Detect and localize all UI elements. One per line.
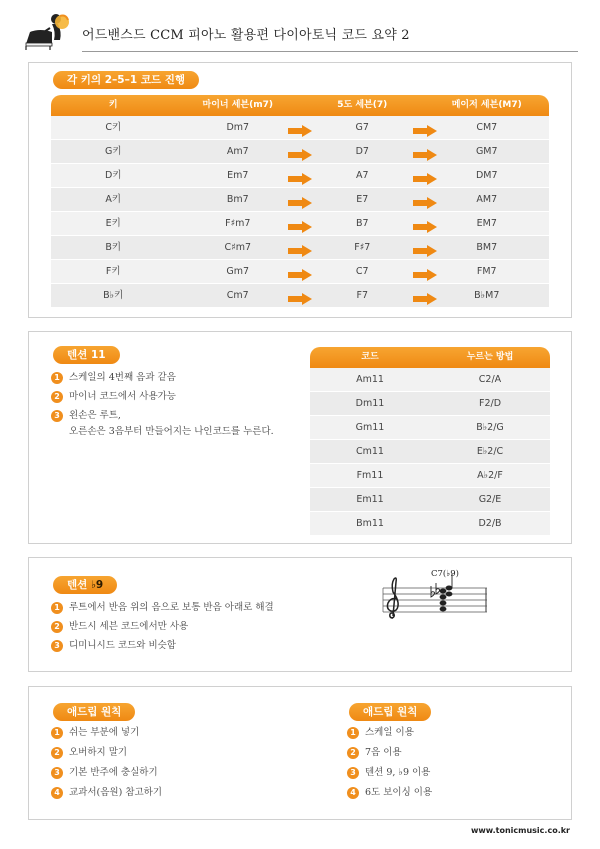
tension-b9-section (28, 557, 572, 672)
table-row (51, 164, 549, 188)
table-cell: AM7 (476, 194, 498, 205)
list-item-text: 6도 보이싱 이용 (365, 787, 433, 798)
list-item (51, 370, 274, 386)
number-badge: 2 (347, 747, 359, 759)
number-badge: 3 (51, 410, 63, 422)
table-row (51, 140, 549, 164)
number-badge: 1 (51, 372, 63, 384)
list-item (51, 785, 162, 801)
table-cell: Bm11 (356, 518, 384, 529)
table-cell: D7 (355, 146, 369, 157)
tension11-table (310, 347, 550, 536)
table-row (310, 392, 550, 416)
list-item-text: 텐션 9, ♭9 이용 (365, 767, 431, 778)
page-header (22, 10, 578, 52)
list-item (51, 765, 162, 781)
tension11-table-body (310, 368, 550, 536)
table-cell: G7 (355, 122, 369, 133)
col-header-key: 키 (51, 95, 176, 116)
table-cell: GM7 (475, 146, 498, 157)
table-cell: EM7 (476, 218, 497, 229)
table-cell: F2/D (478, 398, 502, 409)
list-item-text: 쉬는 부분에 넣기 (69, 727, 140, 738)
table-cell: C7 (355, 266, 369, 277)
col-header-dom7: 5도 세븐(7) (300, 95, 425, 116)
number-badge: 1 (347, 727, 359, 739)
tension-b9-label-prefix: 텐션 (67, 579, 91, 591)
table-cell: Am11 (356, 374, 384, 385)
notation-chord-symbol: C7(♭9) (431, 569, 459, 579)
list-item (347, 785, 432, 801)
table-cell: Dm7 (226, 122, 250, 133)
table-cell: Gm11 (355, 422, 385, 433)
table-cell: E♭2/C (476, 446, 504, 457)
tension11-table-header (310, 347, 550, 368)
adlib-right-label: 애드립 원칙 (349, 703, 431, 721)
table-row (51, 284, 549, 308)
table-cell: G2/E (478, 494, 502, 505)
list-item (51, 600, 274, 616)
list-item-text: 루트에서 반음 위의 음으로 보통 반음 아래로 해결 (69, 602, 274, 613)
table-row (310, 464, 550, 488)
table-cell: D2/B (478, 518, 502, 529)
list-item (51, 389, 274, 405)
col-header-chord: 코드 (310, 347, 430, 368)
pianist-logo-icon (22, 10, 74, 50)
list-item-text: 스케일의 4번째 음과 같음 (69, 372, 176, 383)
table-cell: Bm7 (226, 194, 249, 205)
list-item (347, 765, 432, 781)
list-item-text: 오른손은 3음부터 만들어지는 나인코드를 누른다. (69, 426, 274, 437)
table-cell: A7 (355, 170, 369, 181)
number-badge: 2 (51, 391, 63, 403)
list-item-text: 기본 반주에 충실하기 (69, 767, 158, 778)
c7b9-notation (379, 566, 489, 624)
list-item (51, 408, 274, 440)
table-cell: B♭키 (103, 290, 124, 301)
list-item-text: 스케일 이용 (365, 727, 414, 738)
list-item-text: 왼손은 루트, (69, 410, 121, 421)
col-header-maj7: 메이저 세븐(M7) (425, 95, 550, 116)
number-badge: 3 (51, 640, 63, 652)
table-cell: Cm7 (226, 290, 249, 301)
tension11-label: 텐션 11 (53, 346, 120, 364)
table-cell: F♯m7 (225, 218, 251, 229)
list-item-text: 7음 이용 (365, 747, 402, 758)
list-item-text: 디미니시드 코드와 비슷함 (69, 640, 176, 651)
tension-b9-list (51, 600, 274, 657)
table-row (310, 440, 550, 464)
progression-table-body (51, 116, 549, 308)
adlib-left-label: 애드립 원칙 (53, 703, 135, 721)
table-cell: B7 (355, 218, 369, 229)
adlib-section (28, 686, 572, 820)
table-cell: Fm11 (356, 470, 384, 481)
table-cell: Am7 (226, 146, 249, 157)
adlib-right-list (347, 725, 432, 805)
table-cell: F7 (356, 290, 368, 301)
table-cell: Em11 (356, 494, 384, 505)
list-item (51, 638, 274, 654)
table-row (310, 416, 550, 440)
table-cell: B♭2/G (476, 422, 504, 433)
table-cell: FM7 (476, 266, 497, 277)
table-cell: C♯m7 (224, 242, 252, 253)
table-cell: CM7 (476, 122, 498, 133)
progression-label: 각 키의 2–5–1 코드 진행 (53, 71, 199, 89)
progression-table (51, 95, 549, 308)
tension-b9-label (53, 576, 117, 594)
footer-url: www.tonicmusic.co.kr (470, 826, 570, 835)
table-cell: C키 (105, 122, 122, 133)
list-item-text: 반드시 세븐 코드에서만 사용 (69, 621, 189, 632)
table-cell: Cm11 (356, 446, 384, 457)
tension11-list (51, 370, 274, 443)
number-badge: 3 (51, 767, 63, 779)
table-cell: B♭M7 (474, 290, 500, 301)
tension11-section (28, 331, 572, 544)
table-cell: E키 (105, 218, 121, 229)
table-row (310, 512, 550, 536)
list-item-text: 오버하지 말기 (69, 747, 128, 758)
table-cell: G키 (104, 146, 122, 157)
list-item (51, 619, 274, 635)
table-cell: Gm7 (226, 266, 250, 277)
table-cell: A♭2/F (477, 470, 503, 481)
list-item (51, 745, 162, 761)
table-cell: Em7 (227, 170, 249, 181)
number-badge: 1 (51, 602, 63, 614)
number-badge: 2 (51, 747, 63, 759)
table-row (51, 188, 549, 212)
list-item (347, 725, 432, 741)
number-badge: 3 (347, 767, 359, 779)
table-row (51, 116, 549, 140)
table-cell: A키 (105, 194, 122, 205)
progression-table-header (51, 95, 549, 116)
table-cell: DM7 (475, 170, 498, 181)
document-title: 어드밴스드 CCM 피아노 활용편 다이아토닉 코드 요약 2 (82, 28, 410, 43)
col-header-voicing: 누르는 방법 (430, 347, 550, 368)
flat-signs (431, 583, 440, 597)
table-cell: D키 (105, 170, 122, 181)
table-cell: F키 (105, 266, 121, 277)
table-row (310, 368, 550, 392)
number-badge: 4 (347, 787, 359, 799)
staff-lines (383, 588, 487, 612)
adlib-left-list (51, 725, 162, 805)
list-item (347, 745, 432, 761)
progression-section (28, 62, 572, 318)
number-badge: 1 (51, 727, 63, 739)
table-cell: Dm11 (355, 398, 385, 409)
list-item (51, 725, 162, 741)
header-rule (82, 51, 578, 52)
table-row (51, 212, 549, 236)
table-row (310, 488, 550, 512)
number-badge: 4 (51, 787, 63, 799)
tension-b9-label-suffix: ♭9 (90, 579, 104, 591)
table-cell: F♯7 (354, 242, 371, 253)
table-cell: BM7 (476, 242, 498, 253)
table-row (51, 236, 549, 260)
number-badge: 2 (51, 621, 63, 633)
col-header-minor7: 마이너 세븐(m7) (176, 95, 301, 116)
table-cell: B키 (105, 242, 122, 253)
table-row (51, 260, 549, 284)
table-cell: E7 (356, 194, 369, 205)
list-item-text: 마이너 코드에서 사용가능 (69, 391, 176, 402)
list-item-text: 교과서(음원) 참고하기 (69, 787, 163, 798)
table-cell: C2/A (478, 374, 502, 385)
